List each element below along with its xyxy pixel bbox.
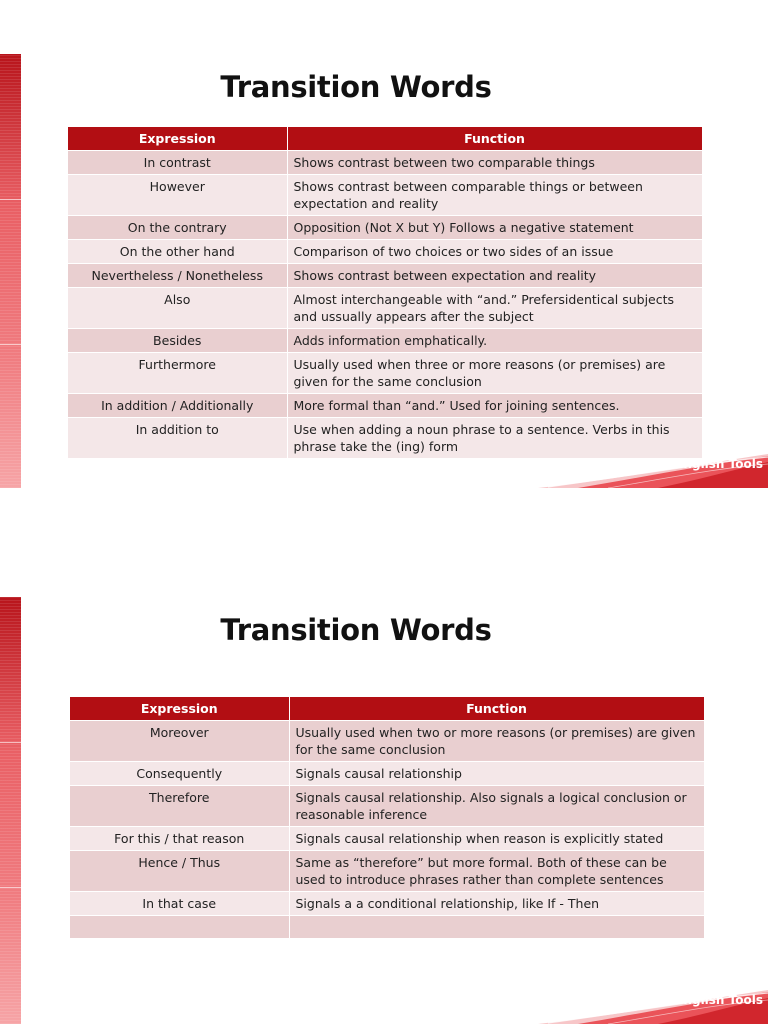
function-cell: Usually used when two or more reasons (or premises) are given for the same conclusion [289,721,704,762]
table-row [68,394,702,418]
expression-cell: Consequently [70,762,289,786]
function-header: Function [289,697,704,721]
expression-cell: In contrast [68,151,287,175]
function-cell: Signals a a conditional relationship, like If - Then [289,892,704,916]
table-row [68,240,702,264]
function-cell: Shows contrast between comparable things or between expectation and reality [287,175,702,216]
function-cell: Opposition (Not X but Y) Follows a negative statement [287,216,702,240]
slide-2 [0,543,768,1024]
function-cell: Comparison of two choices or two sides of an issue [287,240,702,264]
footer-brand [538,454,768,488]
expression-cell: Besides [68,329,287,353]
table-row [70,786,704,827]
footer-brand [538,990,768,1024]
expression-cell [70,916,289,939]
function-cell: Almost interchangeable with “and.” Prefersidentical subjects and ussually appears after the subject [287,288,702,329]
table-row [68,151,702,175]
function-cell: Use when adding a noun phrase to a sentence. Verbs in this phrase take the (ing) form [287,418,702,459]
function-cell: Signals causal relationship. Also signals a logical conclusion or reasonable inference [289,786,704,827]
table-row [68,288,702,329]
expression-cell: In addition / Additionally [68,394,287,418]
table-row [70,892,704,916]
expression-header: Expression [68,127,287,151]
expression-header: Expression [70,697,289,721]
expression-cell: Nevertheless / Nonetheless [68,264,287,288]
table-header-row [68,127,702,151]
slide-title: Transition Words [220,613,492,647]
table-row [68,264,702,288]
slide-edge-accent [0,597,21,1024]
footer-label: English Tools [675,993,763,1007]
function-cell: Signals causal relationship [289,762,704,786]
expression-cell: Moreover [70,721,289,762]
expression-cell: In addition to [68,418,287,459]
expression-cell: Also [68,288,287,329]
table-header-row [70,697,704,721]
function-cell: Adds information emphatically. [287,329,702,353]
table-row [68,353,702,394]
table-row [70,851,704,892]
table-row-empty [70,916,704,939]
expression-cell: In that case [70,892,289,916]
expression-cell: Furthermore [68,353,287,394]
slide-title: Transition Words [220,70,492,104]
function-cell: Signals causal relationship when reason is explicitly stated [289,827,704,851]
expression-cell: For this / that reason [70,827,289,851]
table-row [68,418,702,459]
transition-table [70,697,705,939]
table-row [68,175,702,216]
function-cell: Shows contrast between expectation and reality [287,264,702,288]
expression-cell: On the contrary [68,216,287,240]
table-row [70,827,704,851]
function-cell: Shows contrast between two comparable things [287,151,702,175]
footer-label: English Tools [675,457,763,471]
expression-cell: However [68,175,287,216]
function-header: Function [287,127,702,151]
table-row [68,329,702,353]
function-cell: Usually used when three or more reasons (or premises) are given for the same conclusion [287,353,702,394]
table-row [70,762,704,786]
expression-cell: On the other hand [68,240,287,264]
slide-edge-accent [0,54,21,488]
function-cell: Same as “therefore” but more formal. Both of these can be used to introduce phrases rather than complete sentences [289,851,704,892]
transition-table [68,127,703,459]
table-row [70,721,704,762]
expression-cell: Therefore [70,786,289,827]
expression-cell: Hence / Thus [70,851,289,892]
table-row [68,216,702,240]
function-cell [289,916,704,939]
function-cell: More formal than “and.” Used for joining sentences. [287,394,702,418]
